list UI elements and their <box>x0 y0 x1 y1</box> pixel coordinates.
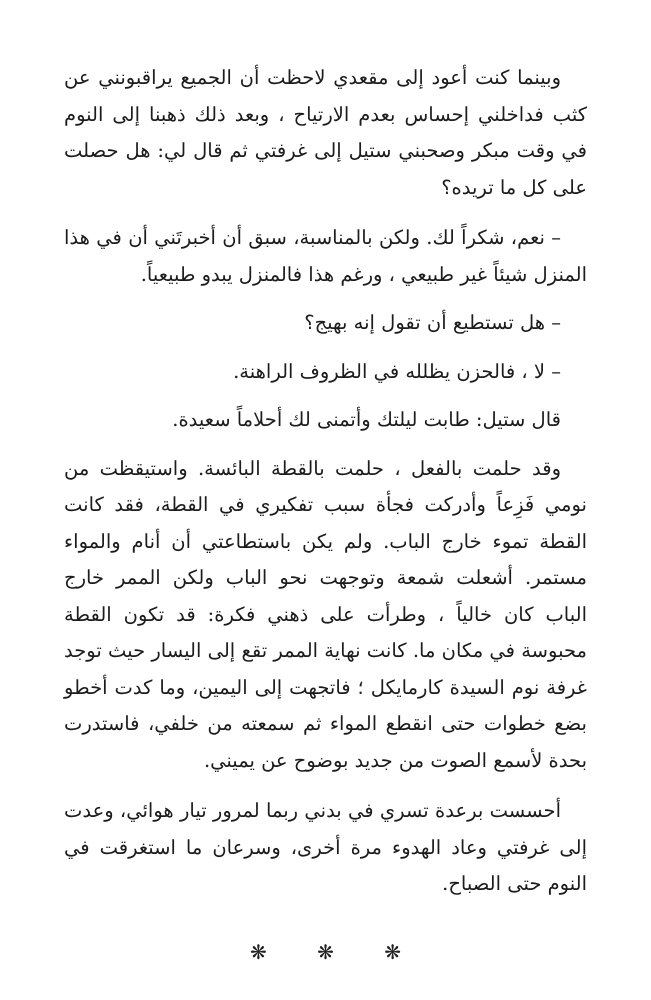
book-page <box>64 60 587 917</box>
paragraph-goodnight: قال ستيل: طابت ليلتك وأتمنى لك أحلاماً سعيدة. <box>172 408 561 431</box>
paragraph-shiver: أحسست برعدة تسري في بدني ربما لمرور تيار هوائي، وعدت إلى غرفتي وعاد الهدوء مرة أخرى، وسرعان ما استغرقت في النوم حتى الصباح. <box>64 799 587 895</box>
paragraph-dialogue-question: – هل تستطيع أن تقول إنه بهيج؟ <box>304 311 561 334</box>
paragraph-dream-cat: وقد حلمت بالفعل ، حلمت بالقطة البائسة. واستيقظت من نومي فَزِعاً وأدركت فجأة سبب تفكيري في القطة، فقد كانت القطة تموء خارج الباب. ولم يكن باستطاعتي أن أنام والمواء مستمر. أشعلت شمعة وتوجهت نحو الباب ولكن الممر خارج الباب كان خالياً ، وطرأت على ذهني فكرة: قد تكون القطة محبوسة في مكان ما. كانت نهاية الممر تقع إلى اليسار حيث توجد غرفة نوم السيدة كارمايكل ؛ فاتجهت إلى اليمين، وما كدت أخطو بضع خطوات حتى انقطع المواء ثم سمعته من خلفي، فاستدرت بحدة لأسمع الصوت من جديد بوضوح عن يميني. <box>64 456 587 772</box>
paragraph-return-to-seat: وبينما كنت أعود إلى مقعدي لاحظت أن الجميع يراقبونني عن كثب فداخلني إحساس بعدم الارتياح ، وبعد ذلك ذهبنا إلى النوم في وقت مبكر وصحبني ستيل إلى غرفتي ثم قال لي: هل حصلت على كل ما تريده؟ <box>64 66 587 199</box>
section-divider-asterisks: ❋ ❋ ❋ <box>250 940 423 964</box>
paragraph-dialogue-thanks: – نعم، شكراً لك. ولكن بالمناسبة، سبق أن أخبرتَني أن في هذا المنزل شيئاً غير طبيعي ، ورغم هذا فالمنزل يبدو طبيعياً. <box>64 226 587 286</box>
paragraph-dialogue-answer: – لا ، فالحزن يظلله في الظروف الراهنة. <box>233 359 561 383</box>
